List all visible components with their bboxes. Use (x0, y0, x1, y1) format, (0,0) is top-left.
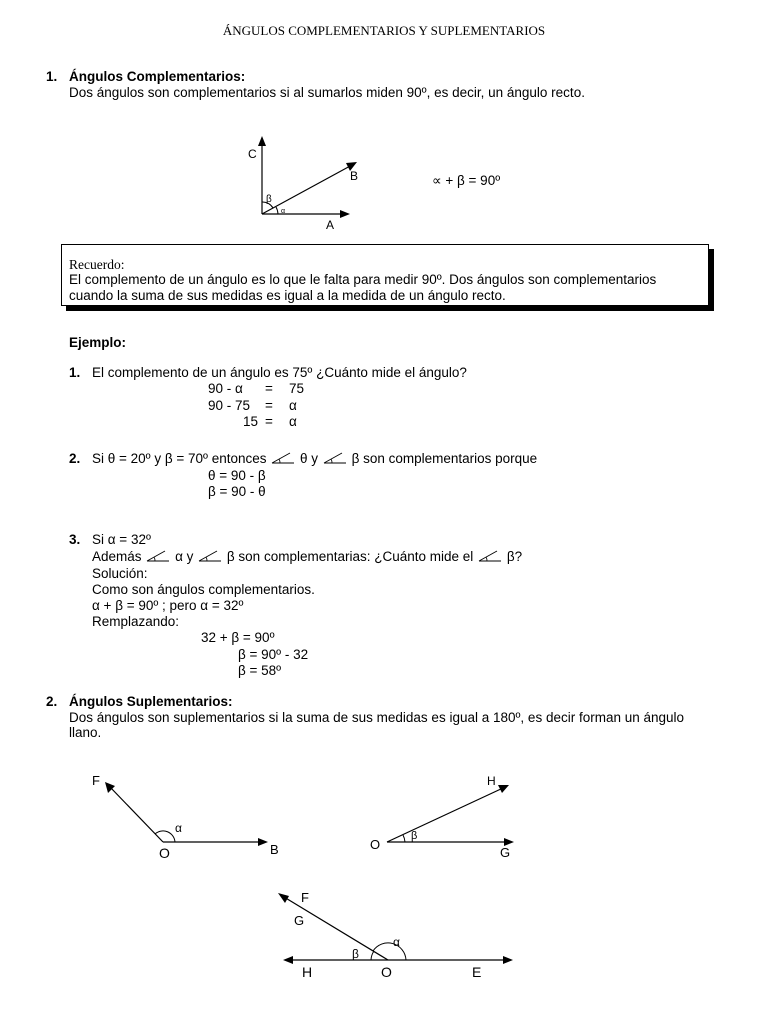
example2-number: 2. (69, 451, 81, 466)
section1-definition: Dos ángulos son complementarios si al sumarlos miden 90º, es decir, un ángulo recto. (69, 85, 585, 100)
recuerdo-box (61, 244, 709, 306)
label-a: A (326, 218, 335, 232)
supplementary-diagram-1 (80, 765, 300, 865)
angle-symbol-icon (477, 549, 503, 565)
arc-beta (403, 835, 405, 842)
example3-calc2: β = 90º - 32 (238, 647, 309, 662)
example3-line3: Solución: (92, 566, 148, 581)
example3-number: 3. (69, 532, 81, 547)
label-alpha: α (281, 208, 286, 215)
label-b: B (270, 842, 279, 857)
recuerdo-label: Recuerdo: (69, 257, 125, 272)
example2-line2: β = 90 - θ (208, 484, 266, 499)
section2-number: 2. (46, 694, 58, 709)
example2-part-b: θ y (300, 451, 319, 466)
arrowhead-e (503, 956, 513, 964)
arc-alpha (373, 943, 406, 960)
example1-row3-left: 15 (243, 414, 259, 429)
arrowhead-c (258, 136, 266, 146)
angle-symbol-icon (197, 549, 223, 565)
angle-symbol-icon (322, 451, 348, 467)
section1-number: 1. (46, 69, 58, 84)
example3-line2-b: α y (175, 549, 194, 564)
example2-line1: θ = 90 - β (208, 468, 266, 483)
example3-line5: α + β = 90º ; pero α = 32º (92, 598, 244, 613)
section2-definition-line1: Dos ángulos son suplementarios si la suma de sus medidas es igual a 180º, es decir forman un ángulo (69, 710, 685, 725)
label-h: H (487, 774, 496, 788)
complementary-formula: ∝ + β = 90º (432, 173, 501, 188)
ray-ob (262, 165, 352, 214)
example1-row3-eq: = (265, 414, 273, 429)
angle-symbol-icon (145, 549, 171, 565)
example3-line2-d: β? (506, 549, 523, 564)
recuerdo-line2: cuando la suma de sus medidas es igual a la medida de un ángulo recto. (69, 288, 506, 303)
ray-of (284, 897, 388, 960)
example1-row1-eq: = (265, 381, 273, 396)
example2-line (92, 451, 537, 467)
example3-line2 (92, 549, 522, 565)
example1-row2-right: α (289, 398, 297, 413)
label-alpha: α (393, 935, 400, 949)
label-e: E (472, 964, 482, 980)
label-f: F (92, 773, 100, 788)
example1-row1-right: 75 (289, 381, 305, 396)
label-o: O (370, 837, 381, 852)
section1-heading: Ángulos Complementarios: (69, 69, 246, 84)
arc-alpha (276, 207, 278, 214)
example2-part-a: Si θ = 20º y β = 70º entonces (92, 451, 267, 466)
arrowhead-b (258, 838, 268, 846)
supplementary-diagram-2 (365, 765, 535, 865)
example3-line1: Si α = 32º (92, 532, 151, 547)
label-o: O (381, 964, 392, 980)
section2-heading: Ángulos Suplementarios: (69, 694, 233, 709)
example1-row2-left: 90 - 75 (208, 398, 251, 413)
label-o: O (159, 845, 170, 861)
example1-row2-eq: = (265, 398, 273, 413)
ejemplo-label: Ejemplo: (69, 335, 127, 350)
section2-definition-line2: llano. (69, 725, 102, 740)
label-b: B (350, 169, 359, 183)
arrowhead-a (340, 210, 350, 218)
label-beta: β (411, 830, 418, 842)
label-beta: β (352, 947, 359, 961)
example3-calc1: 32 + β = 90º (201, 630, 275, 645)
label-f: F (301, 890, 309, 905)
recuerdo-line1: El complemento de un ángulo es lo que le falta para medir 90º. Dos ángulos son complementarios (69, 272, 657, 287)
supplementary-diagram-3 (270, 880, 530, 990)
ray-oh (387, 788, 503, 842)
label-beta: β (266, 194, 272, 205)
angle-symbol-icon (270, 451, 296, 467)
example1-row1-left: 90 - α (208, 381, 243, 396)
example3-line6: Remplazando: (92, 614, 180, 629)
arrowhead-f (278, 893, 289, 903)
label-c: C (248, 147, 257, 161)
example3-line2-c: β son complementarias: ¿Cuánto mide el (226, 549, 474, 564)
example3-line4: Como son ángulos complementarios. (92, 582, 315, 597)
label-h: H (302, 964, 313, 980)
example3-line2-a: Además (92, 549, 142, 564)
label-g: G (500, 845, 511, 860)
label-g: G (294, 913, 305, 928)
example3-calc3: β = 58º (238, 663, 282, 678)
complementary-angle-diagram (240, 130, 370, 235)
label-alpha: α (175, 821, 182, 835)
arc-beta (371, 951, 374, 960)
example1-number: 1. (69, 365, 81, 380)
example1-question: El complemento de un ángulo es 75º ¿Cuánto mide el ángulo? (92, 365, 467, 380)
arrowhead-h (283, 956, 293, 964)
example2-part-c: β son complementarios porque (351, 451, 538, 466)
page-title: ÁNGULOS COMPLEMENTARIOS Y SUPLEMENTARIOS (222, 23, 546, 38)
example1-row3-right: α (289, 414, 297, 429)
